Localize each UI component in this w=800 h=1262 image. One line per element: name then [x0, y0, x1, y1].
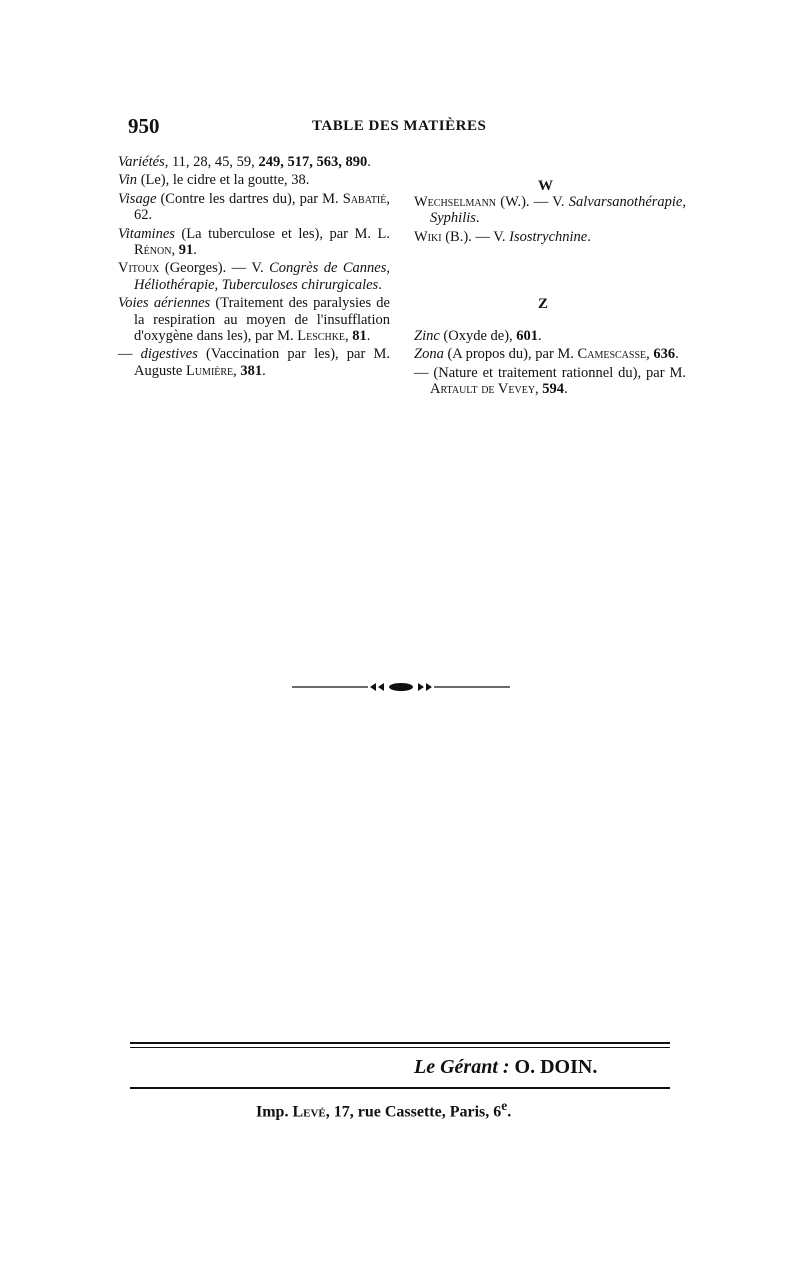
ornament-divider [292, 680, 510, 694]
entry-term: Zinc [414, 328, 440, 344]
imprint-superscript: e [501, 1098, 508, 1113]
entry-dash: — [414, 364, 434, 381]
index-entry-varietes [118, 154, 390, 170]
entry-author: Sabatié [342, 190, 387, 207]
entry-end: . [378, 276, 382, 293]
imprint-printer: Levé [292, 1103, 326, 1121]
entry-end: . [564, 381, 568, 398]
index-entry-zinc [414, 328, 686, 344]
gerant-label: Le Gérant : [414, 1056, 510, 1078]
section-heading-z: Z [538, 296, 549, 312]
entry-term: digestives [140, 346, 198, 363]
index-entry-zona-nature [414, 365, 686, 398]
imprint-prefix: Imp. [256, 1103, 293, 1121]
footer-rule-bottom [130, 1087, 670, 1089]
entry-author: Rénon [134, 242, 172, 259]
index-entry-vin [118, 172, 390, 188]
entry-text: (Contre les dartres du), par M. [156, 190, 343, 207]
entry-text: (W.). — V. [496, 194, 569, 210]
entry-term: Visage [118, 190, 157, 207]
entry-page: 62 [134, 207, 149, 224]
entry-text: (Vaccination par les), par M. Auguste [134, 346, 390, 379]
entry-sep: , [171, 242, 179, 259]
entry-sep: , [646, 346, 654, 363]
entry-term: Vin [118, 172, 138, 189]
entry-sep: , [233, 362, 241, 379]
entry-page: 81 [352, 328, 367, 345]
entry-end: . [148, 207, 153, 224]
left-column [118, 154, 390, 381]
index-entry-wechselmann [414, 194, 686, 227]
entry-author: Vitoux [118, 260, 160, 277]
entry-end: . [366, 328, 371, 345]
footer-rule-top-thin [130, 1047, 670, 1048]
entry-text: (Le), le cidre et la goutte, 38. [137, 172, 310, 189]
entry-refs: 11, 28, 45, 59, [168, 154, 259, 170]
entry-end: . [193, 242, 197, 259]
entry-end: . [475, 210, 480, 227]
imprint-end: . [507, 1103, 512, 1121]
index-entry-visage [118, 191, 390, 224]
entry-end: . [367, 154, 371, 170]
entry-end: . [262, 362, 266, 379]
entry-text: (Georges). — V. [159, 260, 270, 277]
entry-crossrefs: Salvarsanothérapie, Syphilis [430, 194, 686, 227]
entry-author: Wiki [414, 228, 442, 245]
index-entry-vitamines [118, 226, 390, 259]
entry-text: (Oxyde de), [439, 328, 517, 344]
entry-author: Wechselmann [414, 194, 497, 210]
index-entry-voies-digestives [118, 346, 390, 379]
entry-page: 381 [240, 362, 263, 379]
right-column-z [414, 328, 686, 400]
running-title: TABLE DES MATIÈRES [312, 118, 487, 134]
index-entry-wiki [414, 229, 686, 245]
page-number: 950 [128, 114, 160, 138]
entry-author: Lumière [185, 362, 234, 379]
entry-dash: — [118, 346, 141, 363]
section-heading-w: W [538, 178, 553, 194]
entry-end: . [587, 228, 591, 245]
entry-sep: , [345, 328, 353, 345]
entry-crossrefs: Isostrychnine [509, 228, 588, 245]
entry-text: (La tuberculose et les), par M. L. [174, 225, 390, 242]
entry-author: Camescasse [577, 346, 647, 363]
right-column-w [414, 194, 686, 247]
entry-sep: , [386, 190, 390, 207]
entry-term: Zona [414, 346, 444, 363]
entry-end: . [675, 346, 679, 363]
entry-crossrefs: Congrès de Cannes, Héliothérapie, Tuberculoses chirurgicales [134, 260, 390, 293]
gerant-line [414, 1056, 597, 1079]
entry-text: (Nature et traitement rationnel du), par M. [433, 364, 686, 381]
entry-author: Leschke [297, 328, 346, 345]
entry-term: Variétés, [118, 154, 169, 170]
index-entry-zona [414, 346, 686, 362]
entry-bold-refs: 249, 517, 563, 890 [258, 154, 368, 170]
imprint-line [256, 1098, 511, 1121]
imprint-address: , 17, rue Cassette, Paris, 6 [325, 1103, 502, 1121]
entry-end: . [538, 328, 542, 344]
index-entry-vitoux [118, 260, 390, 293]
entry-sep: , [535, 381, 543, 398]
entry-text: (A propos du), par M. [443, 346, 578, 363]
entry-text: (Traitement des paralysies de la respiration au moyen de l'insufflation d'oxygène dans les), par M. [134, 295, 390, 345]
entry-page: 91 [178, 242, 194, 259]
entry-page: 601 [516, 328, 539, 344]
footer-rule-top [130, 1042, 670, 1044]
gerant-name: O. DOIN. [509, 1056, 598, 1078]
entry-text: (B.). — V. [441, 228, 510, 245]
entry-author: Artault de Vevey [430, 381, 536, 398]
entry-page: 594 [542, 381, 565, 398]
entry-term: Voies aériennes [118, 295, 211, 312]
entry-term: Vitamines [118, 225, 175, 242]
entry-page: 636 [653, 346, 676, 363]
index-entry-voies-aeriennes [118, 295, 390, 344]
